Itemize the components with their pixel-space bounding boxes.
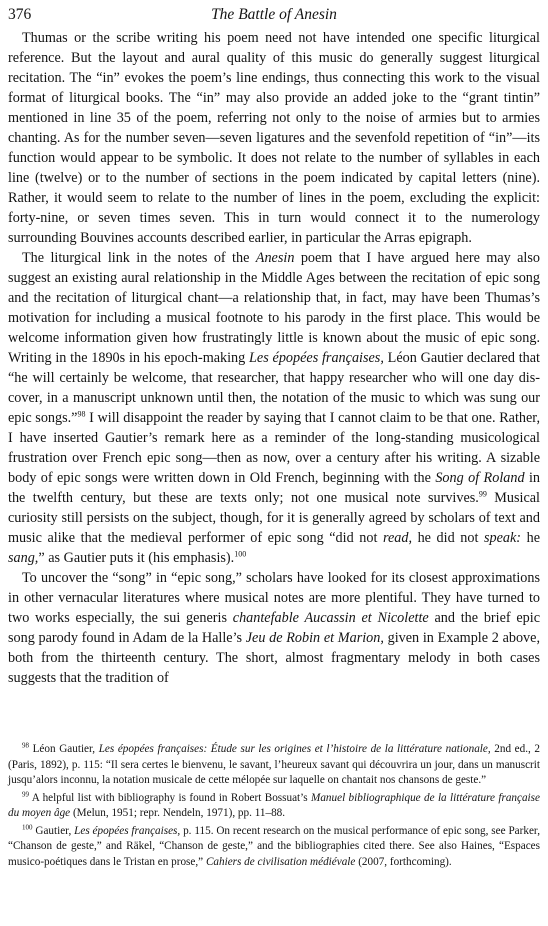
text-run: ” as Gautier puts it (his emphasis). [38,550,235,566]
italic-title: Song of Roland [435,470,525,486]
text-run: poem that I have argued here may also suggest an existing aural relationship in the Middle Ages between the recitation of epic song and the recitation of liturgical chant—a relationship that, in fact, may have been Thumas’s motivation for including a musical footnote to his parody in the first place. This would be welcome information given how frustratingly little is known about the music of epic song. Writing in the 1890s in his epoch-making [8,250,540,366]
italic-title: Les épopées françaises, [74,824,181,837]
running-title: The Battle of Anesin [211,6,337,23]
footnote-ref-98[interactable]: 98 [77,409,86,419]
paragraph-3 [8,568,540,688]
text-run: and the brief epic song parody found in Adam de la Halle’s [8,610,540,646]
text-run: The liturgical link in the notes of the [22,250,256,266]
footnote-mark: 98 [22,741,29,750]
text-run: (2007, forthcoming). [355,855,452,868]
text-run: Gautier, [32,824,75,837]
italic-title: Cahiers de civilisation médiévale [205,855,356,868]
italic-emphasis: read, [382,530,412,546]
text-run: in the twelfth century, but these are texts only; not one musical note survives. [8,470,540,506]
italic-title: Jeu de Robin et Marion, [245,630,384,646]
italic-title: Les épopées françaises: Étude sur les origines et l’histoire de la littérature nationale, [98,743,491,755]
paragraph-2 [8,248,540,568]
footnote-99 [8,791,540,822]
italic-emphasis: speak: [483,530,522,546]
body-text [8,28,540,688]
italic-title: chantefable Aucassin et Nicolette [232,610,429,626]
page-number: 376 [8,6,32,23]
footnotes [8,742,540,872]
text-run: given in Example 2 above, both from the thirteenth century. The short, almost fragmentary melody in both cases suggests that the tradition of [8,630,540,686]
italic-title: Manuel bibliographique de la littérature française du moyen âge [8,791,540,819]
text-run: (Melun, 1951; repr. Nendeln, 1971), pp. 11–88. [70,807,286,819]
italic-emphasis: sang, [8,550,39,566]
italic-title: Anesin [255,250,295,266]
text-run: he did not [412,530,484,546]
footnote-100 [8,824,540,871]
page-header [8,6,540,28]
footnote-mark: 99 [22,789,29,798]
footnote-ref-99[interactable]: 99 [478,489,487,499]
italic-title: Les épopées françaises, [249,350,384,366]
text-run: Léon Gautier, [29,743,99,755]
text-run: To uncover the “song” in “epic song,” scholars have looked for its closest approximations in other vernacular literatures where musical notes are more plentiful. They have turned to two works especially, the sui generis [8,570,540,626]
text-run: 2nd ed., 2 (Paris, 1892), p. 115: “Il sera certes le bienvenu, le savant, l’heureux savant qui découvrira un jour, dans un manuscrit jusqu’alors inconnu, la notation musicale de cette mélopée sur laquelle on chantait nos chansons de geste.” [8,743,541,786]
text-run: he [521,530,540,546]
text-run: Léon Gautier declared that “he will certainly be welcome, that researcher, that happy researcher who will one day discover, in a manuscript unknown until then, the notation of the music to which was sung our epic songs.” [8,350,540,426]
footnote-ref-100[interactable]: 100 [234,549,247,559]
paragraph-1: Thumas or the scribe writing his poem need not have intended one specific liturgical reference. But the layout and aural quality of this music do generally suggest liturgical recitation. The “in” evokes the poem’s line endings, thus connecting this work to the visual format of liturgical books. The “in” may also provide an added joke to the “grant tintin” mentioned in line 35 of the poem, referring not only to the noise of armies but to armies chanting. As for the number seven—seven ligatures and the sevenfold repetition of “in”—its function would appear to be symbolic. It does not relate to the number of syllables in each line (twelve) or to the number of sections in the poem indicated by capital letters (nine). Rather, it would seem to relate to the number of lines in the poem, excluding the explicit: forty-nine, or seven times seven. This in turn would connect it to the numerology surrounding Bouvines accounts described earlier, in particular the Arras epigraph. [8,30,540,246]
text-run: I will disappoint the reader by saying that I cannot claim to be that one. Rather, I have inserted Gautier’s remark here as a reminder of the long-standing musicological frustration over French epic song—then as now, over a century after his writing. A sizable body of epic songs were written down in Old French, beginning with the [8,410,540,486]
text-run: A helpful list with bibliography is found in Robert Bossuat’s [29,791,311,804]
text-run: Musical curiosity still persists on the subject, though, for it is generally agreed by scholars of text and music alike that the medieval performer of epic song “did not [8,490,540,546]
text-run: p. 115. On recent research on the musical performance of epic song, see Parker, “Chanson de geste,” and Räkel, “Chanson de geste,” and the bibliographies cited there. See also Haines, “Espaces musico-poétiques dans le Tristan en prose,” [8,824,540,868]
footnote-98 [8,742,540,789]
footnote-mark: 100 [22,822,33,831]
